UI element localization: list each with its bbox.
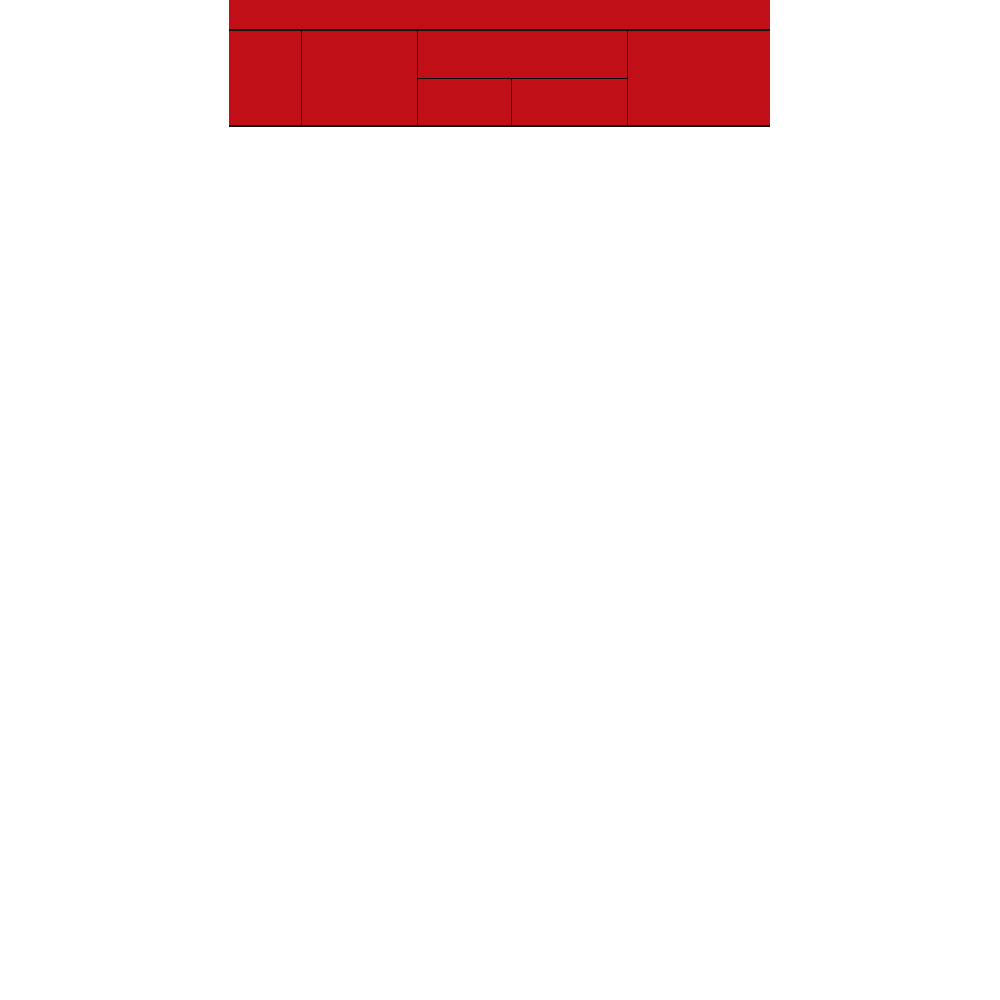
chart-title — [229, 0, 770, 29]
header-notes — [627, 31, 770, 125]
header-machine — [417, 31, 627, 79]
capacity-chart — [229, 0, 770, 1000]
table-header — [229, 29, 770, 127]
header-size — [417, 79, 511, 125]
header-profile-type — [301, 31, 417, 125]
header-no — [229, 31, 301, 125]
header-min-dia — [511, 79, 627, 125]
